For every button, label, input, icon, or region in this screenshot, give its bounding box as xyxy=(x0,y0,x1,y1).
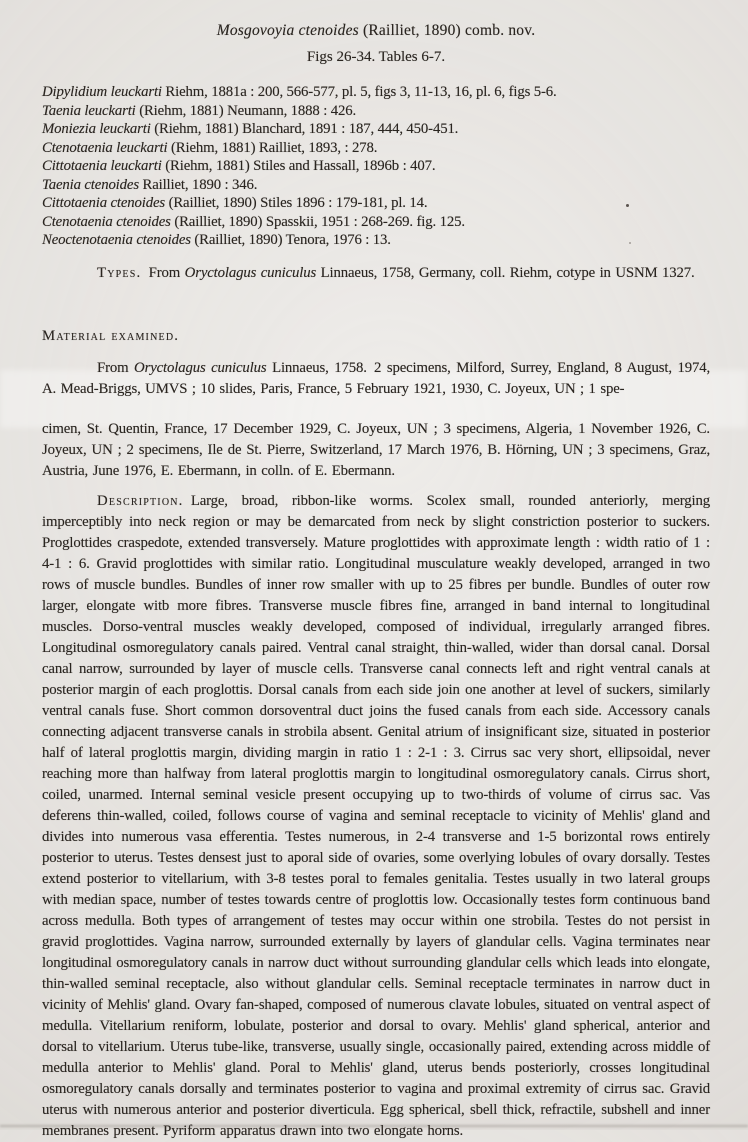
scan-speck xyxy=(629,242,631,244)
scan-edge-line xyxy=(0,1125,748,1127)
text-segment: Description. xyxy=(97,492,184,509)
text-segment: Neoctenotaenia ctenoides xyxy=(42,232,191,248)
text-segment: Cittotaenia leuckarti xyxy=(42,158,162,174)
text-segment: Oryctolagus cuniculus xyxy=(184,264,317,281)
types-paragraph xyxy=(42,263,710,284)
text-segment: (Riehm, 1881) Neumann, 1888 : 426. xyxy=(135,102,357,119)
text-segment: (Riehm, 1881) Blanchard, 1891 : 187, 444, 450-451. xyxy=(150,121,459,137)
text-segment: Cittotaenia ctenoides xyxy=(42,195,166,211)
text-segment: From xyxy=(141,264,185,281)
text-segment: Linnaeus, 1758. 2 specimens, Milford, Surrey, England, 8 August, 1974, A. Mead-Briggs, UMVS ; 10 slides, Paris, France, 5 February 1921, 1930, C. Joyeux, UN ; 1 spe- xyxy=(42,359,711,397)
synonymy-entry xyxy=(42,102,710,121)
text-segment: Ctenotaenia leuckarti xyxy=(42,139,168,156)
material-examined-heading: Material examined. xyxy=(42,327,180,344)
synonymy-entry xyxy=(42,139,710,158)
text-segment: Railliet, 1890 : 346. xyxy=(138,176,258,193)
text-segment: Mosgovoyia ctenoides xyxy=(216,22,359,39)
synonymy-entry xyxy=(42,120,710,139)
text-segment: Linnaeus, 1758, Germany, coll. Riehm, cotype in USNM 1327. xyxy=(316,264,695,281)
text-segment: Large, broad, ribbon-like worms. Scolex small, rounded anteriorly, merging imperceptibly into neck region or may be demarcated from neck by slight constriction posterior to suckers. Proglottides craspedote, extended transversely. Mature proglottides with approximate length : width ratio of 1 : 4-1 : 6. Gravid proglottides with similar ratio. Longitudinal musculature weakly developed, arranged in two rows of muscle bundles. Bundles of inner row smaller with up to 25 fibres per bundle. Bundles of outer row larger, elongate witb more fibres. Transverse muscle fibres fine, arranged in band internal to longitudinal muscles. Dorso-ventral muscles weakly developed, composed of individual, irregularly arranged fibres. Longitudinal osmoregulatory canals paired. Ventral canal straight, thin-walled, wider than dorsal canal. Dorsal canal narrow, surrounded by layer of muscle cells. Transverse canal connects left and right ventral canals at posterior margin of each proglottis. Dorsal canals from each side join one another at level of suckers, similarly ventral canals fuse. Short common dorsoventral duct joins the fused canals from each side. Accessory canals connecting adjacent transverse canals in strobila absent. Genital atrium of insignificant size, situated in posterior half of lateral proglottis margin, dividing margin in ratio 1 : 2-1 : 3. Cirrus sac very short, ellipsoidal, never reaching more than halfway from lateral proglottis margin to longitudinal osmoregulatory canals. Cirrus short, coiled, unarmed. Internal seminal vesicle present occupying up to two-thirds of volume of cirrus sac. Vas deferens thin-walled, coiled, follows course of vagina and seminal receptacle to vicinity of Mehlis' gland and divides into numerous vasa efferentia. Testes numerous, in 2-4 transverse and 1-5 borizontal rows entirely posterior to uterus. Testes densest just to aporal side of ovaries, some overlying lobules of ovary dorsally. Testes extend posterior to vitellarium, with 3-8 testes poral to females genitalia. Testes usually in two lateral groups with median space, number of testes towards centre of proglottis low. Occasionally testes form continuous band across medulla. Both types of arrangement of testes may occur within one strobila. Testes do not persist in gravid proglottides. Vagina narrow, surrounded externally by layers of glandular cells. Vagina terminates near longitudinal osmoregulatory canals in narrow duct without surrounding glandular cells which leads into elongate, thin-walled seminal receptacle, also without glandular cells. Seminal receptacle terminates in narrow duct in vicinity of Mehlis' gland. Ovary fan-shaped, composed of numerous clavate lobules, situated on ventral aspect of medulla. Vitellarium reniform, lobulate, posterior and dorsal to ovary. Mehlis' gland spherical, anterior and dorsal to vitellarium. Uterus tube-like, transverse, usually single, occasionally paired, extending across middle of medulla anterior to Mehlis' gland. Poral to Mehlis' gland, uterus bends posteriorly, crosses longitudinal osmoregulatory canals dorsally and terminates posterior to vagina and proximal extremity of cirrus sac. Gravid uterus with numerous anterior and posterior diverticula. Egg spherical, sbell thick, refractile, subshell and inner membranes present. Pyriform apparatus drawn into two elongate horns. xyxy=(42,492,710,1139)
text-segment: (Railliet, 1890) comb. nov. xyxy=(358,22,536,39)
text-segment: (Railliet, 1890) Tenora, 1976 : 13. xyxy=(190,232,391,248)
text-segment: Riehm, 1881a : 200, 566-577, pl. 5, figs 3, 11-13, 16, pl. 6, figs 5-6. xyxy=(161,84,557,100)
text-segment: From xyxy=(97,359,135,376)
figures-tables-reference: Figs 26-34. Tables 6-7. xyxy=(306,49,446,65)
text-segment: Oryctolagus cuniculus xyxy=(134,359,267,376)
species-title xyxy=(42,21,710,41)
text-segment: (Railliet, 1890) Stiles 1896 : 179-181, pl. 14. xyxy=(165,195,428,211)
text-segment: (Railliet, 1890) Spasskii, 1951 : 268-269. fig. 125. xyxy=(170,213,465,230)
text-segment: Taenia leuckarti xyxy=(42,102,136,119)
text-segment: (Riehm, 1881) Stiles and Hassall, 1896b : 407. xyxy=(161,158,436,174)
synonymy-entry xyxy=(42,83,710,102)
synonymy-entry xyxy=(42,194,710,213)
synonymy-list xyxy=(42,83,710,250)
text-segment: Dipylidium leuckarti xyxy=(42,84,162,100)
text-segment: Taenia ctenoides xyxy=(42,176,139,193)
synonymy-entry xyxy=(42,213,710,232)
description-paragraph xyxy=(42,491,710,1142)
synonymy-entry xyxy=(42,157,710,176)
material-paragraph-1 xyxy=(42,358,710,400)
text-segment: (Riehm, 1881) Railliet, 1893, : 278. xyxy=(167,139,378,156)
scan-speck xyxy=(626,204,629,207)
text-segment: Types. xyxy=(97,264,142,281)
synonymy-entry xyxy=(42,231,710,250)
synonymy-entry xyxy=(42,176,710,195)
text-segment: Moniezia leuckarti xyxy=(42,121,151,137)
material-paragraph-2: cimen, St. Quentin, France, 17 December 1929, C. Joyeux, UN ; 3 specimens, Algeria, 1 November 1926, C. Joyeux, UN ; 2 specimens, Ile de St. Pierre, Switzerland, 17 March 1976, B. Hörning, UN ; 3 specimens, Graz, Austria, June 1976, E. Ebermann, in colln. of E. Ebermann. xyxy=(42,420,710,479)
text-segment: Ctenotaenia ctenoides xyxy=(42,213,171,230)
